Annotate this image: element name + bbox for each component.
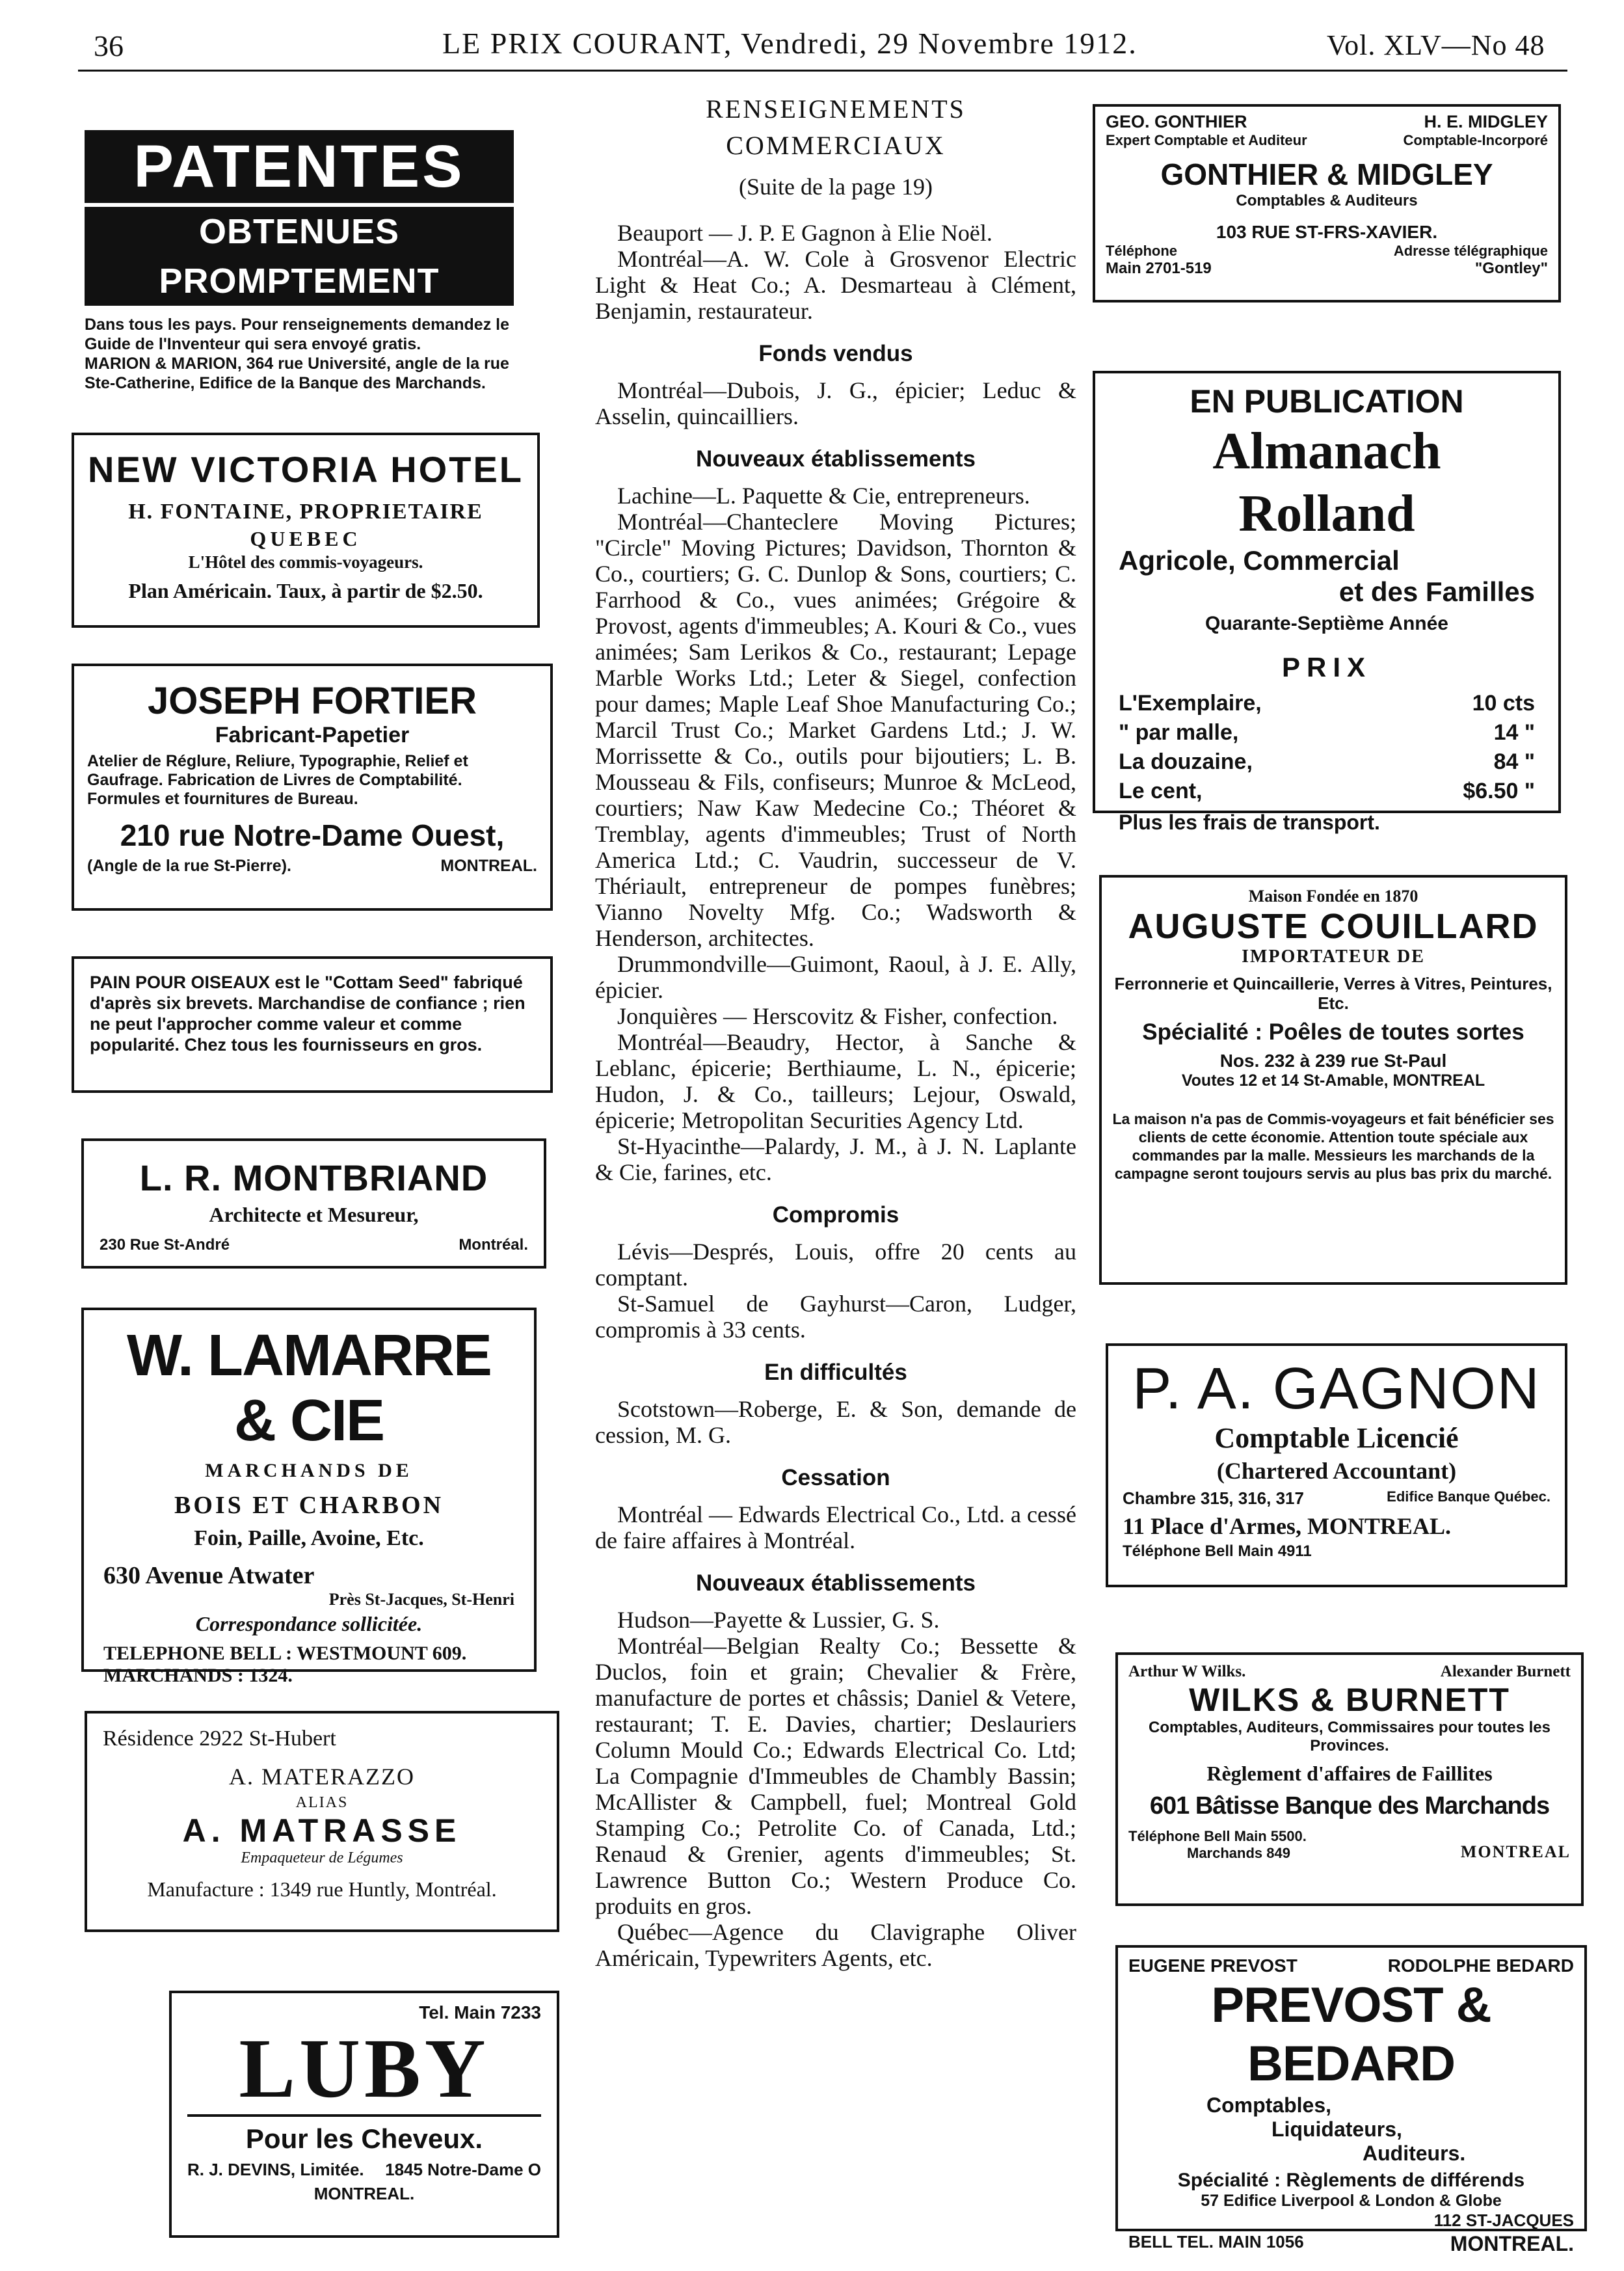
wilks-left: Arthur W Wilks. [1128, 1663, 1246, 1680]
wilks-building: 601 Bâtisse Banque des Marchands [1149, 1792, 1550, 1820]
compromis-item: St-Samuel de Gayhurst—Caron, Ludger, compromis à 33 cents. [595, 1291, 1076, 1343]
lamarre-address: 630 Avenue Atwater [103, 1562, 315, 1589]
hotel-name: NEW VICTORIA HOTEL [88, 449, 524, 490]
prevost-name: PREVOST & BEDARD [1211, 1978, 1491, 2091]
ad-wilks-burnett [1115, 1652, 1584, 1906]
fortier-address: 210 rue Notre-Dame Ouest, [120, 818, 505, 852]
price-label: " par malle, [1119, 720, 1239, 745]
gagnon-chartered: (Chartered Accountant) [1216, 1458, 1457, 1484]
gonthier-address: 103 RUE ST-FRS-XAVIER. [1216, 222, 1438, 242]
wilks-tel1: Téléphone Bell Main 5500. [1128, 1828, 1307, 1844]
nouveaux-item: Montréal—Beaudry, Hector, à Sanche & Leblanc, épicerie; Berthiaume, L. N., épicerie; Hudon, J. & Co., tailleurs; Lejour, Oswald, épicerie; Metropolitan Securities Agency Ltd. [595, 1029, 1076, 1133]
hotel-city: QUEBEC [250, 527, 362, 550]
materazzo-residence: Résidence 2922 St-Hubert [103, 1727, 336, 1751]
gonthier-firm: GONTHIER & MIDGLEY [1160, 157, 1493, 191]
price-label: Le cent, [1119, 779, 1203, 803]
nouveaux2-item: Hudson—Payette & Lussier, G. S. [617, 1607, 940, 1633]
ad-montbriand [81, 1138, 546, 1269]
intro-item: Montréal—A. W. Cole à Grosvenor Electric Light & Heat Co.; A. Desmarteau à Clément, Benjamin, restaurateur. [595, 246, 1076, 324]
nouveaux-item: Jonquières — Herscovitz & Fisher, confection. [617, 1003, 1058, 1029]
luby-city: MONTREAL. [313, 2184, 415, 2203]
ad-almanach-rolland [1093, 371, 1561, 834]
prevost-right: RODOLPHE BEDARD [1387, 1955, 1574, 1976]
montbriand-name: L. R. MONTBRIAND [139, 1157, 488, 1198]
fortier-name: JOSEPH FORTIER [148, 680, 477, 722]
materazzo-alias-name: A. MATRASSE [182, 1812, 462, 1849]
fortier-corner: (Angle de la rue St-Pierre). [87, 857, 291, 875]
ad-pain-pour-oiseaux [72, 956, 553, 1093]
intro-item: Beauport — J. P. E Gagnon à Elie Noël. [617, 220, 992, 246]
difficultes-item: Scotstown—Roberge, E. & Son, demande de cession, M. G. [595, 1396, 1076, 1448]
patentes-body: Dans tous les pays. Pour renseignements demandez le Guide de l'Inventeur qui sera envoyé gratis. [85, 316, 509, 353]
cessation-item: Montréal — Edwards Electrical Co., Ltd. a cessé de faire affaires à Montréal. [595, 1501, 1076, 1553]
hotel-tagline: L'Hôtel des commis-voyageurs. [188, 552, 423, 572]
nouveaux-item: St-Hyacinthe—Palardy, J. M., à J. N. Laplante & Cie, farines, etc. [595, 1133, 1076, 1185]
price-value: 84 " [1493, 749, 1535, 774]
price-label: La douzaine, [1119, 749, 1253, 774]
ad-patentes [85, 130, 514, 397]
column-suite: (Suite de la page 19) [739, 174, 933, 200]
compromis-item: Lévis—Després, Louis, offre 20 cents au comptant. [595, 1239, 1076, 1291]
lamarre-near: Près St-Jacques, St-Henri [328, 1590, 514, 1609]
ad-p-a-gagnon [1106, 1343, 1567, 1587]
montbriand-city: Montréal. [459, 1236, 528, 1254]
prevost-l2: Liquidateurs, [1271, 2117, 1402, 2141]
prevost-left: EUGENE PREVOST [1128, 1955, 1298, 1976]
wilks-name: WILKS & BURNETT [1189, 1682, 1510, 1718]
fortier-desc: Atelier de Réglure, Reliure, Typographie, Relief et Gaufrage. Fabrication de Livres de Comptabilité. Formules et fournitures de Bureau. [87, 752, 468, 808]
patentes-subtitle: OBTENUES PROMPTEMENT [85, 207, 514, 306]
volume-number: Vol. XLV—No 48 [1327, 29, 1545, 61]
heading-fonds-vendus: Fonds vendus [758, 341, 913, 366]
gagnon-tel: Téléphone Bell Main 4911 [1123, 1542, 1312, 1560]
ad-materazzo [85, 1711, 559, 1932]
lamarre-line1: MARCHANDS DE [205, 1460, 413, 1481]
price-label: L'Exemplaire, [1119, 691, 1262, 716]
materazzo-trade: Empaqueteur de Légumes [241, 1849, 403, 1866]
ad-gonthier-midgley [1093, 104, 1561, 302]
gonthier-left-name: GEO. GONTHIER [1106, 112, 1247, 131]
patentes-firm: MARION & MARION, 364 rue Université, angle de la rue Ste-Catherine, Edifice de la Banque des Marchands. [85, 355, 509, 392]
gagnon-edifice: Edifice Banque Québec. [1387, 1488, 1551, 1505]
couillard-spec: Spécialité : Poêles de toutes sortes [1142, 1019, 1524, 1045]
gagnon-address: 11 Place d'Armes, MONTREAL. [1123, 1513, 1451, 1539]
gonthier-tel: Main 2701-519 [1106, 260, 1212, 277]
ad-new-victoria-hotel [72, 433, 540, 628]
wilks-right: Alexander Burnett [1440, 1663, 1571, 1680]
lamarre-correspondance: Correspondance sollicitée. [195, 1612, 423, 1635]
gagnon-name: P. A. GAGNON [1132, 1356, 1541, 1421]
wilks-city: MONTREAL [1460, 1842, 1571, 1861]
lamarre-name: W. LAMARRE & CIE [127, 1323, 491, 1453]
heading-nouveaux-etablissements: Nouveaux établissements [696, 446, 976, 472]
fortier-city: MONTREAL. [440, 857, 537, 875]
wilks-roles: Comptables, Auditeurs, Commissaires pour toutes les Provinces. [1149, 1719, 1551, 1754]
nouveaux-item: Drummondville—Guimont, Raoul, à J. E. Ally, épicier. [595, 951, 1076, 1003]
price-row [1119, 691, 1535, 716]
ad-auguste-couillard [1099, 875, 1567, 1285]
price-value: $6.50 " [1463, 779, 1535, 803]
commercial-news-column [595, 91, 1076, 2257]
montbriand-address: 230 Rue St-André [100, 1236, 230, 1254]
patentes-title: PATENTES [85, 130, 514, 203]
couillard-founded: Maison Fondée en 1870 [1248, 887, 1418, 906]
almanach-line2: et des Familles [1338, 576, 1535, 607]
materazzo-factory: Manufacture : 1349 rue Huntly, Montréal. [147, 1877, 497, 1901]
ad-prevost-bedard [1115, 1945, 1587, 2255]
nouveaux-item: Montréal—Chanteclere Moving Pictures; "Circle" Moving Pictures; Davidson, Thornton & Co., courtiers; G. C. Dunlop & Sons, courtiers; C. Farrhood & Co., vues animées; Grégoire & Provost, agents d'immeubles; A. Kouri & Co., vues animées; Sam Lerikos & Co., restaurant; Lepage Marble Works Ltd.; Leter & Siegel, confection pour dames; Maple Leaf Shoe Manufacturing Co.; Marcil Trust Co.; Market Gardens Ltd.; J. W. Morrissette & Co., outils pour bijoutiers; L. B. Mousseau & Fils, confiseurs; Munroe & McLeod, courtiers; Naw Kaw Medecine Co.; Théoret & Tremblay, agents d'immeubles; Trust of North America Ltd.; C. Vaudrin, successeur de V. Thériault, entrepreneur de pompes funèbres; Vianno Novelty Mfg. Co.; Wadsworth & Henderson, architectes. [595, 509, 1076, 951]
lamarre-line2: BOIS ET CHARBON [174, 1492, 444, 1519]
luby-maker: R. J. DEVINS, Limitée. [187, 2160, 364, 2179]
materazzo-name: A. MATERAZZO [229, 1764, 415, 1790]
gonthier-right-role: Comptable-Incorporé [1403, 132, 1548, 148]
luby-tagline: Pour les Cheveux. [245, 2123, 483, 2154]
prevost-street: 112 ST-JACQUES [1433, 2211, 1574, 2230]
nouveaux2-item: Québec—Agence du Clavigraphe Oliver Américain, Typewriters Agents, etc. [595, 1919, 1076, 1971]
couillard-name: AUGUSTE COUILLARD [1128, 907, 1539, 946]
prevost-tel: BELL TEL. MAIN 1056 [1128, 2232, 1304, 2251]
fonds-item: Montréal—Dubois, J. G., épicier; Leduc & Asselin, quincailliers. [595, 377, 1076, 429]
price-row [1119, 720, 1535, 746]
almanach-prix: PRIX [1281, 652, 1372, 682]
column-heading: RENSEIGNEMENTS COMMERCIAUX [706, 94, 966, 160]
price-value: 14 " [1493, 720, 1535, 745]
lamarre-tel2: MARCHANDS : 1324. [103, 1665, 293, 1686]
almanach-year: Quarante-Septième Année [1205, 613, 1448, 634]
gonthier-right-name: H. E. MIDGLEY [1424, 112, 1548, 131]
couillard-goods: Ferronnerie et Quincaillerie, Verres à Vitres, Peintures, Etc. [1114, 974, 1552, 1013]
journal-title: LE PRIX COURANT, Vendredi, 29 Novembre 1912. [442, 27, 1138, 60]
montbriand-title: Architecte et Mesureur, [209, 1203, 419, 1226]
materazzo-alias: ALIAS [295, 1794, 349, 1811]
almanach-pub: EN PUBLICATION [1190, 383, 1464, 420]
almanach-line1: Agricole, Commercial [1119, 545, 1400, 576]
wilks-tel2: Marchands 849 [1187, 1845, 1290, 1861]
almanach-note: Plus les frais de transport. [1119, 811, 1380, 834]
prevost-l3: Auditeurs. [1363, 2142, 1466, 2165]
heading-compromis: Compromis [772, 1202, 899, 1228]
gonthier-tel-label: Téléphone [1106, 243, 1178, 259]
pain-text: PAIN POUR OISEAUX est le "Cottam Seed" fabriqué d'après six brevets. Marchandise de confiance ; rien ne peut l'approcher comme valeur et comme popularité. Chez tous les fournisseurs en gros. [90, 973, 526, 1055]
gonthier-cable: "Gontley" [1474, 260, 1548, 277]
price-row [1119, 749, 1535, 775]
gagnon-chambre: Chambre 315, 316, 317 [1123, 1488, 1304, 1508]
ad-joseph-fortier [72, 664, 553, 911]
heading-en-difficultes: En difficultés [764, 1360, 907, 1385]
lamarre-line3: Foin, Paille, Avoine, Etc. [194, 1526, 424, 1550]
prevost-spec: Spécialité : Règlements de différends [1177, 2170, 1525, 2191]
heading-nouveaux-etablissements-2: Nouveaux établissements [696, 1570, 976, 1596]
prevost-city: MONTREAL. [1450, 2232, 1574, 2255]
prevost-l1: Comptables, [1206, 2093, 1332, 2117]
couillard-note: La maison n'a pas de Commis-voyageurs et fait bénéficier ses clients de cette économie. Attention toute spéciale aux commandes par la malle. Messieurs les marchands de la campagne seront toujours servis au plus bas prix du marché. [1112, 1110, 1554, 1182]
ad-luby [169, 1991, 559, 2238]
couillard-addr1: Nos. 232 à 239 rue St-Paul [1219, 1051, 1447, 1071]
luby-tel: Tel. Main 7233 [419, 2002, 541, 2022]
prevost-edifice: 57 Edifice Liverpool & London & Globe [1201, 2192, 1502, 2210]
gonthier-left-role: Expert Comptable et Auditeur [1106, 132, 1307, 148]
nouveaux-item: Lachine—L. Paquette & Cie, entrepreneurs. [617, 483, 1030, 509]
wilks-settle: Règlement d'affaires de Faillites [1206, 1762, 1493, 1785]
price-row [1119, 779, 1535, 804]
couillard-role: IMPORTATEUR DE [1242, 947, 1425, 967]
hotel-plan: Plan Américain. Taux, à partir de $2.50. [128, 579, 483, 602]
ad-w-lamarre [81, 1308, 537, 1686]
luby-address: 1845 Notre-Dame O [385, 2160, 541, 2179]
hotel-owner: H. FONTAINE, PROPRIETAIRE [128, 500, 483, 524]
gonthier-sub: Comptables & Auditeurs [1236, 192, 1418, 209]
fortier-trade: Fabricant-Papetier [215, 723, 410, 747]
nouveaux2-item: Montréal—Belgian Realty Co.; Bessette & Duclos, foin et grain; Chevalier & Frère, manufacture de portes et châssis; Daniel & Vetere, restaurant; T. E. Davies, chartier; Deslauriers Column Mould Co.; Edwards Electrical Co. Ltd; La Compagnie d'Immeubles de Chambly Bassin; McAllister & Campbell, fuel; Montreal Gold Stamping Co.; Petrolite Co. of Canada, Ltd.; Renaud & Grenier, agents d'immeubles; St. Lawrence Button Co.; Western Produce Co. produits en gros. [595, 1633, 1076, 1919]
heading-cessation: Cessation [781, 1465, 890, 1490]
couillard-addr2: Voutes 12 et 14 St-Amable, MONTREAL [1181, 1071, 1485, 1090]
gonthier-cable-label: Adresse télégraphique [1393, 243, 1548, 259]
lamarre-tel1: TELEPHONE BELL : WESTMOUNT 609. [103, 1643, 467, 1664]
almanach-title: Almanach Rolland [1212, 423, 1441, 543]
page-header [78, 20, 1567, 72]
gagnon-title: Comptable Licencié [1214, 1422, 1459, 1454]
page-number: 36 [94, 29, 124, 62]
luby-name: LUBY [187, 2023, 541, 2117]
price-value: 10 cts [1472, 691, 1535, 716]
